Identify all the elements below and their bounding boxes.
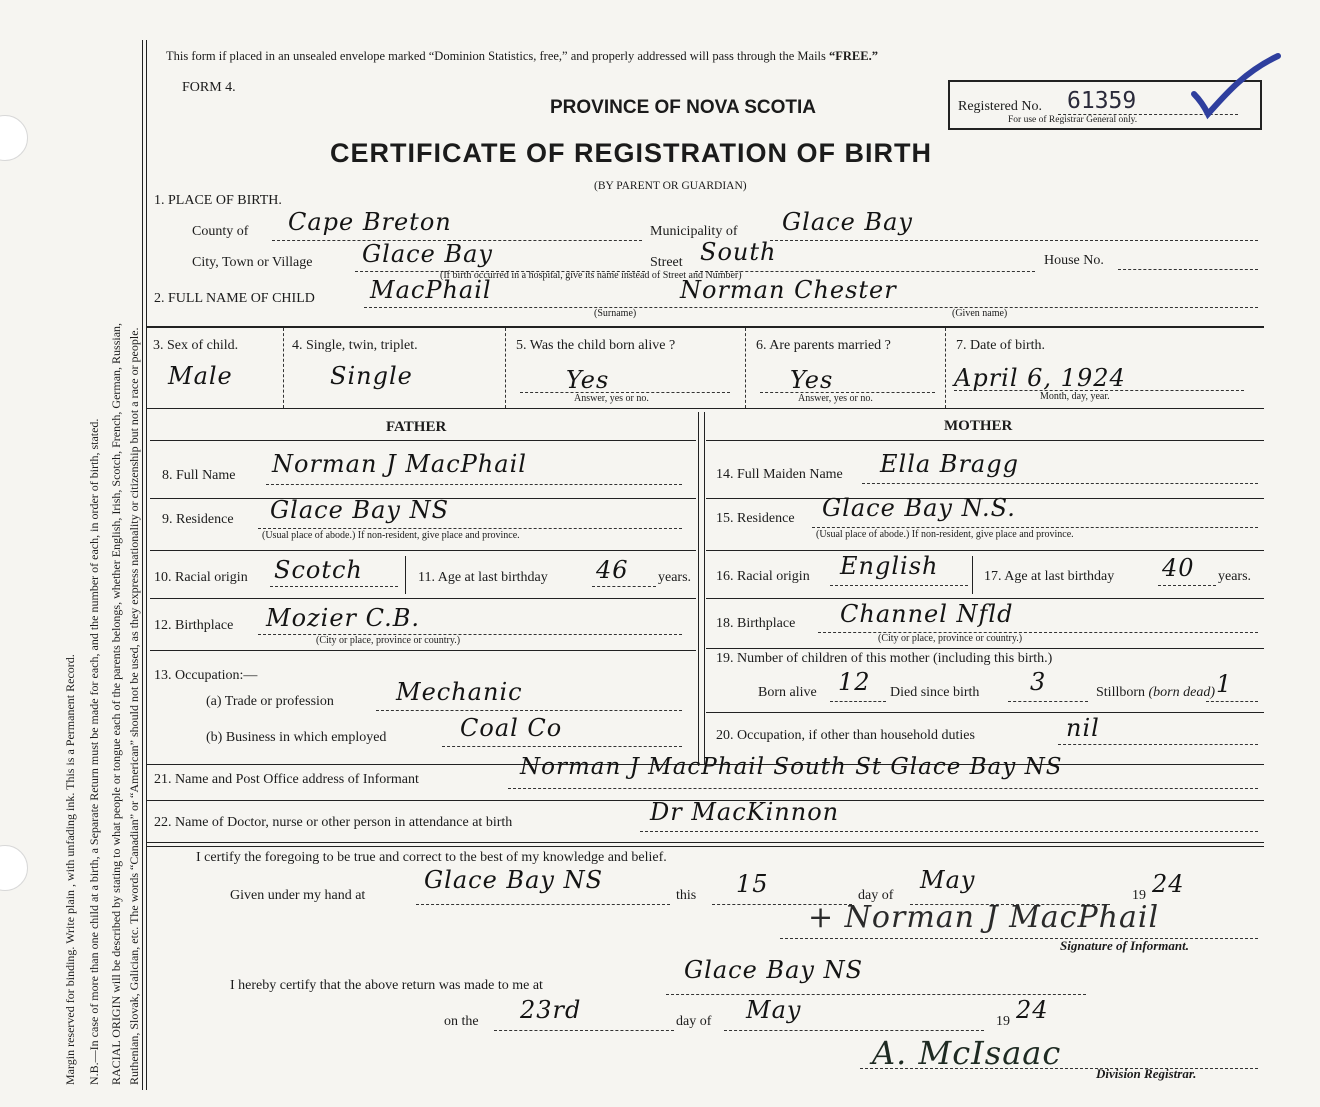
- father-name-value: Norman J MacPhail: [272, 450, 527, 478]
- mother-row-rule-3: [706, 598, 1264, 599]
- mother-age-unit: years.: [1218, 569, 1252, 584]
- stillborn-label: [1096, 685, 1215, 701]
- stillborn-value: 1: [1216, 670, 1233, 698]
- father-residence-value: Glace Bay NS: [270, 496, 450, 524]
- mother-heading: MOTHER: [944, 418, 1013, 434]
- informant-line: [508, 788, 1258, 789]
- father-trade-line: [376, 710, 682, 711]
- margin-note-racial-origin-cont: Ruthenian, Slovak, Galician, etc. The words “Canadian” or “American” should not be used, as they express nationality or citizenship but not a race or people.: [127, 327, 141, 1085]
- mother-birthplace-label: 18. Birthplace: [716, 616, 796, 631]
- form-number: FORM 4.: [182, 80, 236, 95]
- parents-married-caption: Answer, yes or no.: [798, 393, 873, 404]
- date-of-birth-label: 7. Date of birth.: [956, 338, 1046, 353]
- multiple-birth-value: Single: [330, 362, 413, 390]
- given-month-value: May: [920, 866, 976, 894]
- mother-occupation-label: 20. Occupation, if other than household duties: [716, 728, 975, 743]
- father-residence-line: [258, 528, 682, 529]
- details-divider-4: [945, 328, 946, 408]
- father-age-unit: years.: [658, 570, 692, 585]
- municipality-value: Glace Bay: [782, 208, 913, 236]
- doctor-bottom-rule-2: [146, 846, 1264, 847]
- father-residence-label: 9. Residence: [162, 512, 234, 527]
- details-top-rule: [146, 326, 1264, 328]
- county-value: Cape Breton: [288, 208, 452, 236]
- parents-married-value: Yes: [790, 366, 834, 394]
- details-divider-3: [745, 328, 746, 408]
- registered-label: Registered No.: [958, 99, 1042, 114]
- child-given-value: Norman Chester: [680, 276, 897, 304]
- municipality-label: Municipality of: [650, 224, 738, 239]
- father-age-line: [592, 586, 656, 587]
- born-alive-count-line: [830, 701, 886, 702]
- registrar-day-line: [494, 1030, 674, 1031]
- father-racial-line: [270, 586, 398, 587]
- father-trade-label: (a) Trade or profession: [206, 694, 334, 709]
- binding-hole-top: [0, 115, 28, 161]
- mother-birthplace-value: Channel Nfld: [840, 600, 1014, 628]
- hospital-note: (If birth occurred in a hospital, give its name instead of Street and Number): [440, 270, 742, 281]
- registrar-caption: Division Registrar.: [1096, 1066, 1197, 1081]
- sex-label: 3. Sex of child.: [153, 338, 239, 353]
- margin-note-multiple-births: N.B.—In case of more than one child at a birth, a Separate Return must be made for each, and the number of each, in order of birth, stated.: [87, 418, 101, 1085]
- born-alive-caption: Answer, yes or no.: [574, 393, 649, 404]
- registrar-month-line: [724, 1030, 984, 1031]
- father-name-label: 8. Full Name: [162, 468, 236, 483]
- father-racial-divider: [405, 556, 406, 594]
- stillborn-note: (born dead): [1148, 685, 1216, 700]
- father-business-value: Coal Co: [460, 714, 563, 742]
- date-of-birth-caption: Month, day, year.: [1040, 391, 1110, 402]
- registrar-day-value: 23rd: [520, 996, 582, 1024]
- mother-row-rule-5: [706, 712, 1264, 713]
- doctor-line: [640, 831, 1258, 832]
- registrar-day-of-label: day of: [676, 1014, 712, 1029]
- street-label: Street: [650, 255, 683, 270]
- father-age-label: 11. Age at last birthday: [418, 570, 548, 585]
- given-year-prefix: 19: [1132, 888, 1146, 903]
- father-heading: FATHER: [386, 419, 447, 435]
- child-name-line: [364, 307, 1258, 308]
- father-row-rule-2: [150, 550, 696, 551]
- surname-caption: (Surname): [594, 308, 637, 319]
- registrar-place-line: [666, 994, 1086, 995]
- father-birthplace-value: Mozier C.B.: [266, 604, 421, 632]
- registrar-month-value: May: [746, 996, 802, 1024]
- certificate-subtitle: (BY PARENT OR GUARDIAN): [594, 180, 747, 192]
- born-alive-count-label: Born alive: [758, 685, 817, 700]
- given-name-caption: (Given name): [952, 308, 1008, 319]
- parents-heading-rule-right: [706, 440, 1264, 441]
- died-count-label: Died since birth: [890, 685, 980, 700]
- informant-signature: + Norman J MacPhail: [808, 900, 1160, 935]
- margin-note-binding: Margin reserved for binding. Write plain , with unfading ink. This is a Permanent Record.: [63, 654, 77, 1085]
- informant-value: Norman J MacPhail South St Glace Bay NS: [520, 754, 1063, 780]
- mother-age-line: [1158, 585, 1216, 586]
- mother-residence-caption: (Usual place of abode.) If non-resident, give place and province.: [816, 529, 1074, 540]
- city-label: City, Town or Village: [192, 255, 313, 270]
- mother-racial-value: English: [840, 552, 939, 580]
- died-count-line: [1008, 701, 1088, 702]
- given-year-value: 24: [1152, 870, 1185, 898]
- details-bottom-rule: [146, 408, 1264, 409]
- parents-divider-left: [698, 412, 699, 764]
- father-name-line: [266, 484, 682, 485]
- registered-number: 61359: [1067, 88, 1137, 114]
- doctor-value: Dr MacKinnon: [650, 798, 840, 826]
- mail-note: [166, 49, 878, 64]
- mother-name-line: [862, 483, 1258, 484]
- father-residence-caption: (Usual place of abode.) If non-resident, give place and province.: [262, 530, 520, 541]
- sex-value: Male: [168, 362, 233, 390]
- mother-children-label: 19. Number of children of this mother (including this birth.): [716, 651, 1053, 666]
- certify-statement: I certify the foregoing to be true and correct to the best of my knowledge and belief.: [196, 850, 667, 865]
- father-business-label: (b) Business in which employed: [206, 730, 387, 745]
- left-border-outer: [142, 40, 143, 1090]
- mother-residence-line: [812, 527, 1258, 528]
- municipality-line: [770, 240, 1258, 241]
- certificate-title: CERTIFICATE OF REGISTRATION OF BIRTH: [330, 138, 932, 168]
- born-alive-count-value: 12: [838, 668, 871, 696]
- binding-hole-bottom: [0, 845, 28, 891]
- doctor-label: 22. Name of Doctor, nurse or other person in attendance at birth: [154, 815, 513, 830]
- multiple-birth-label: 4. Single, twin, triplet.: [292, 338, 418, 353]
- mail-note-text: This form if placed in an unsealed envelope marked “Dominion Statistics, free,” and properly addressed will pass through the Mails: [166, 49, 830, 63]
- registrar-year-prefix: 19: [996, 1014, 1010, 1029]
- parents-married-label: 6. Are parents married ?: [756, 338, 891, 353]
- died-count-value: 3: [1030, 668, 1047, 696]
- details-divider-1: [283, 328, 284, 408]
- child-surname-value: MacPhail: [370, 276, 492, 304]
- mother-occupation-value: nil: [1066, 714, 1100, 742]
- registrar-on-the-label: on the: [444, 1014, 479, 1029]
- street-value: South: [700, 238, 777, 266]
- mother-racial-divider: [972, 556, 973, 594]
- mother-row-rule-4: [706, 648, 1264, 649]
- street-line: [695, 271, 1035, 272]
- registrar-place-value: Glace Bay NS: [684, 956, 864, 984]
- parents-heading-rule-left: [150, 440, 696, 441]
- date-of-birth-value: April 6, 1924: [954, 364, 1126, 392]
- mother-name-label: 14. Full Maiden Name: [716, 467, 843, 482]
- mail-note-free: “FREE.”: [829, 49, 878, 63]
- child-name-label: 2. FULL NAME OF CHILD: [154, 291, 315, 306]
- stillborn-line: [1206, 701, 1258, 702]
- father-row-rule-3: [150, 598, 696, 599]
- mother-racial-label: 16. Racial origin: [716, 569, 810, 584]
- mother-age-label: 17. Age at last birthday: [984, 569, 1115, 584]
- informant-signature-caption: Signature of Informant.: [1060, 938, 1189, 953]
- mother-name-value: Ella Bragg: [880, 450, 1019, 478]
- mother-row-rule-2: [706, 550, 1264, 551]
- given-this-label: this: [676, 888, 697, 903]
- given-day-value: 15: [736, 870, 769, 898]
- informant-label: 21. Name and Post Office address of Informant: [154, 772, 419, 787]
- father-business-line: [442, 746, 682, 747]
- house-line: [1118, 269, 1258, 270]
- father-occupation-label: 13. Occupation:—: [154, 668, 258, 683]
- registrar-signature-line: [860, 1068, 1258, 1069]
- mother-residence-label: 15. Residence: [716, 511, 795, 526]
- father-trade-value: Mechanic: [396, 678, 523, 706]
- mother-racial-line: [830, 585, 968, 586]
- father-birthplace-caption: (City or place, province or country.): [316, 635, 461, 646]
- province-heading: PROVINCE OF NOVA SCOTIA: [550, 97, 817, 118]
- mother-residence-value: Glace Bay N.S.: [822, 494, 1016, 522]
- check-mark-icon: [1188, 48, 1288, 128]
- doctor-bottom-rule-1: [146, 842, 1264, 843]
- place-of-birth-label: 1. PLACE OF BIRTH.: [154, 193, 282, 208]
- father-row-rule-4: [150, 650, 696, 651]
- father-age-value: 46: [596, 556, 629, 584]
- father-racial-label: 10. Racial origin: [154, 570, 248, 585]
- details-divider-2: [505, 328, 506, 408]
- parents-divider-right: [704, 412, 705, 764]
- margin-note-racial-origin: RACIAL ORIGIN will be described by stating to what people or tongue each of the parents belongs, whether English, Irish, Scotch, French, German, Russian,: [109, 322, 123, 1085]
- given-place-line: [416, 904, 670, 905]
- registrar-signature: A. McIsaac: [872, 1034, 1062, 1072]
- left-border-inner: [146, 40, 147, 1090]
- born-alive-label: 5. Was the child born alive ?: [516, 338, 676, 353]
- given-day-of-label: day of: [858, 888, 894, 903]
- born-alive-value: Yes: [566, 366, 610, 394]
- mother-age-value: 40: [1162, 554, 1195, 582]
- mother-birthplace-caption: (City or place, province or country.): [878, 633, 1023, 644]
- county-label: County of: [192, 224, 249, 239]
- registrar-statement: I hereby certify that the above return was made to me at: [230, 978, 543, 993]
- house-number-label: House No.: [1044, 253, 1104, 268]
- stillborn-label-text: Stillborn: [1096, 685, 1146, 700]
- mother-occupation-line: [1058, 744, 1258, 745]
- registrar-note: For use of Registrar General only.: [1008, 115, 1138, 125]
- given-place-value: Glace Bay NS: [424, 866, 604, 894]
- given-under-label: Given under my hand at: [230, 888, 366, 903]
- city-value: Glace Bay: [362, 240, 493, 268]
- father-birthplace-label: 12. Birthplace: [154, 618, 234, 633]
- father-racial-value: Scotch: [274, 556, 363, 584]
- registrar-year-value: 24: [1016, 996, 1049, 1024]
